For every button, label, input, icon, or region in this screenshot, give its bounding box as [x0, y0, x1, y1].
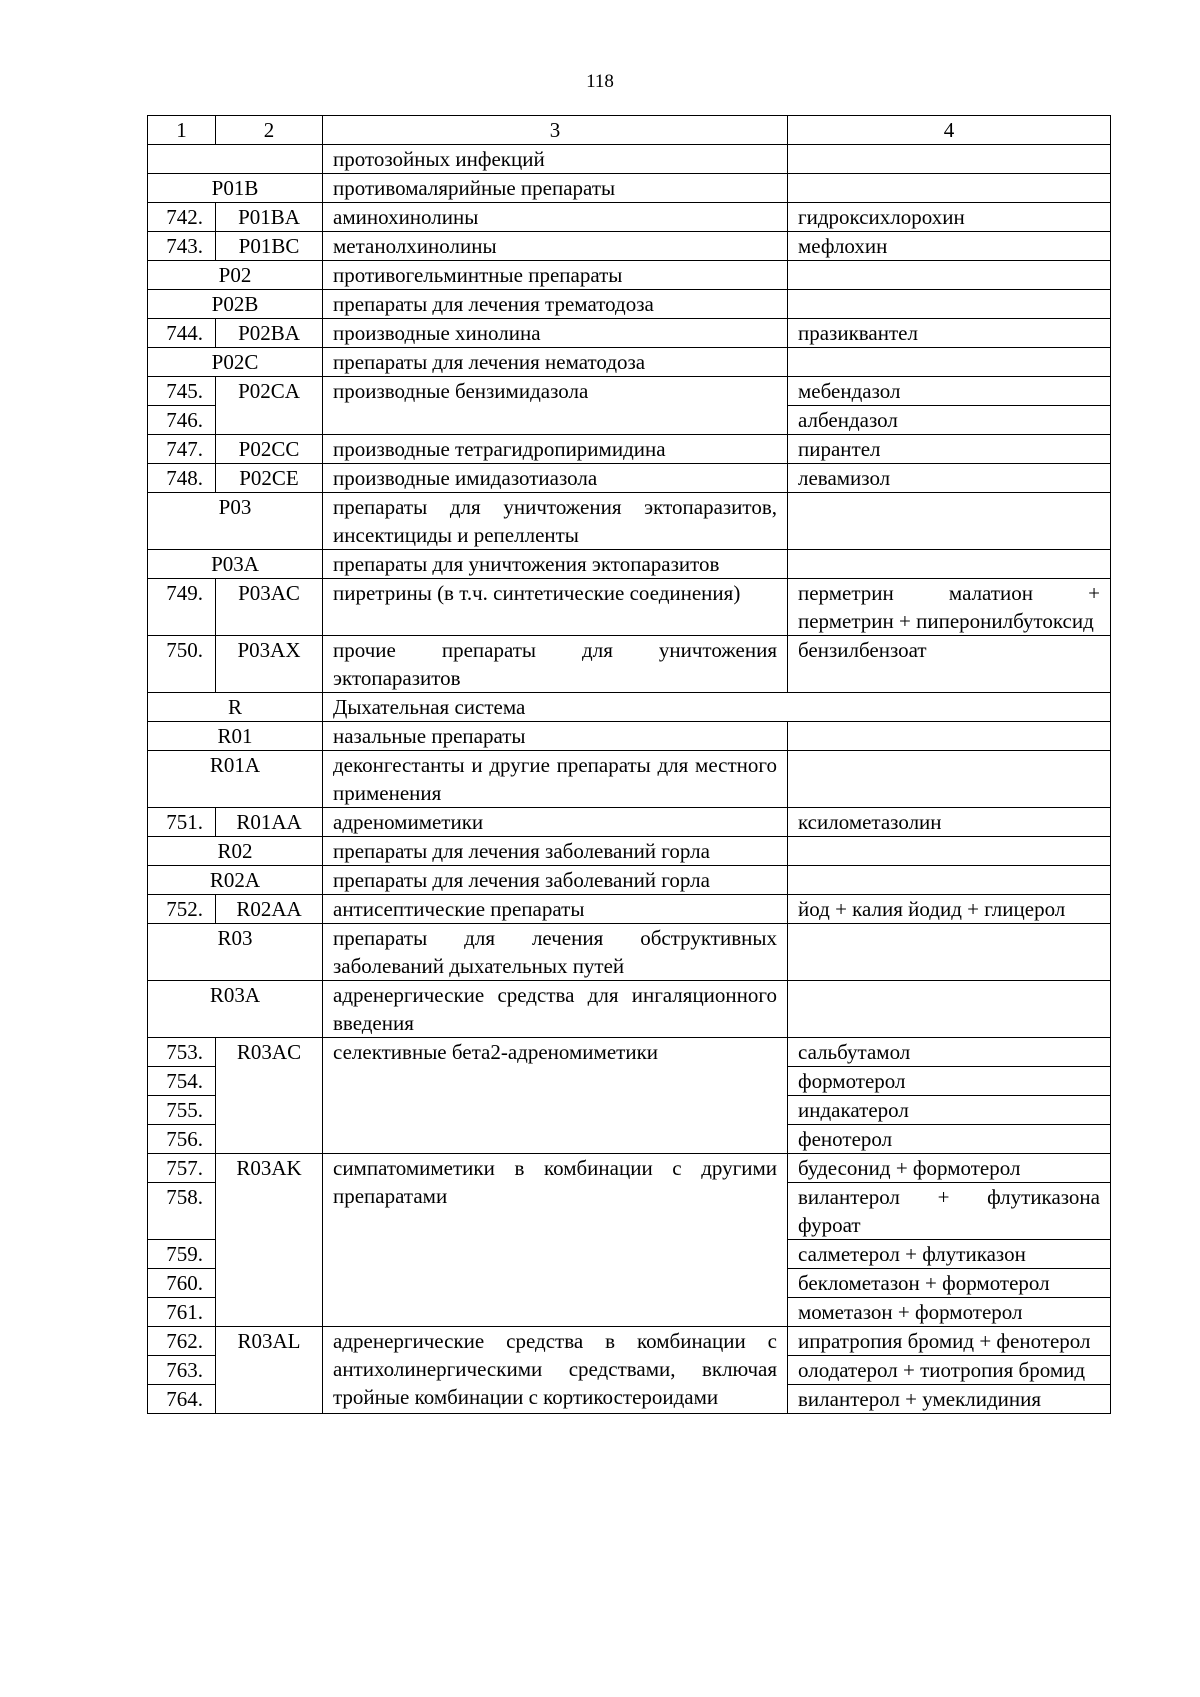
medicine-name: албендазол [788, 406, 1111, 435]
medicines-table [147, 115, 1111, 1414]
atc-code: P02BA [216, 319, 323, 348]
table-row [148, 895, 1111, 924]
group-medicine [788, 493, 1111, 550]
group-description: препараты для лечения трематодоза [323, 290, 788, 319]
row-number: 759. [148, 1240, 216, 1269]
atc-description: метанолхинолины [323, 232, 788, 261]
group-row [148, 348, 1111, 377]
atc-code: P02CC [216, 435, 323, 464]
atc-code: R03AC [216, 1038, 323, 1154]
group-row [148, 290, 1111, 319]
table-row [148, 232, 1111, 261]
row-number: 749. [148, 579, 216, 636]
group-row [148, 174, 1111, 203]
group-code: P02B [148, 290, 323, 319]
table-row [148, 464, 1111, 493]
atc-code: P01BA [216, 203, 323, 232]
group-description: препараты для уничтожения эктопаразитов [323, 550, 788, 579]
group-row [148, 261, 1111, 290]
group-row [148, 493, 1111, 550]
group-medicine [788, 145, 1111, 174]
table-row [148, 1154, 1111, 1183]
group-description: противомалярийные препараты [323, 174, 788, 203]
group-code: R01 [148, 722, 323, 751]
table-row [148, 636, 1111, 693]
medicine-name: формотерол [788, 1067, 1111, 1096]
atc-description: аминохинолины [323, 203, 788, 232]
row-number: 752. [148, 895, 216, 924]
group-code: R03 [148, 924, 323, 981]
row-number: 746. [148, 406, 216, 435]
medicine-name: вилантерол + умеклидиния [788, 1385, 1111, 1414]
group-description: деконгестанты и другие препараты для местного применения [323, 751, 788, 808]
table-row [148, 319, 1111, 348]
atc-description: производные бензимидазола [323, 377, 788, 435]
group-code: P01B [148, 174, 323, 203]
atc-description: адренергические средства в комбинации с антихолинергическими средствами, включая тройные комбинации с кортикостероидами [323, 1327, 788, 1414]
atc-description: производные хинолина [323, 319, 788, 348]
section-row [148, 693, 1111, 722]
medicine-name: мефлохин [788, 232, 1111, 261]
medicine-name: будесонид + формотерол [788, 1154, 1111, 1183]
row-number: 742. [148, 203, 216, 232]
row-number: 753. [148, 1038, 216, 1067]
atc-description: селективные бета2-адреномиметики [323, 1038, 788, 1154]
table-body [148, 116, 1111, 1414]
group-row [148, 837, 1111, 866]
group-code [148, 145, 323, 174]
group-description: препараты для лечения заболеваний горла [323, 837, 788, 866]
atc-code: R03AL [216, 1327, 323, 1414]
row-number: 761. [148, 1298, 216, 1327]
row-number: 744. [148, 319, 216, 348]
medicine-name: йод + калия йодид + глицерол [788, 895, 1111, 924]
header-col-1: 1 [148, 116, 216, 145]
row-number: 755. [148, 1096, 216, 1125]
atc-code: R01AA [216, 808, 323, 837]
row-number: 760. [148, 1269, 216, 1298]
table-row [148, 203, 1111, 232]
row-number: 745. [148, 377, 216, 406]
row-number: 748. [148, 464, 216, 493]
medicine-name: ипратропия бромид + фенотерол [788, 1327, 1111, 1356]
group-description: препараты для лечения нематодоза [323, 348, 788, 377]
group-row [148, 550, 1111, 579]
medicine-name: празиквантел [788, 319, 1111, 348]
group-code: P03A [148, 550, 323, 579]
table-row [148, 435, 1111, 464]
group-code: R03A [148, 981, 323, 1038]
row-number: 758. [148, 1183, 216, 1240]
atc-description: антисептические препараты [323, 895, 788, 924]
group-medicine [788, 924, 1111, 981]
group-row [148, 981, 1111, 1038]
table-row [148, 1327, 1111, 1356]
group-code: R01A [148, 751, 323, 808]
group-medicine [788, 261, 1111, 290]
group-code: P02 [148, 261, 323, 290]
header-col-4: 4 [788, 116, 1111, 145]
medicine-name: сальбутамол [788, 1038, 1111, 1067]
atc-code: P02CA [216, 377, 323, 435]
group-description: препараты для уничтожения эктопаразитов, инсектициды и репелленты [323, 493, 788, 550]
header-col-2: 2 [216, 116, 323, 145]
page-number: 118 [586, 71, 614, 92]
table-row [148, 579, 1111, 636]
group-code: P03 [148, 493, 323, 550]
atc-description: адреномиметики [323, 808, 788, 837]
group-row [148, 145, 1111, 174]
section-code: R [148, 693, 323, 722]
group-medicine [788, 981, 1111, 1038]
medicine-name: левамизол [788, 464, 1111, 493]
atc-description: производные тетрагидропиримидина [323, 435, 788, 464]
medicine-name: индакатерол [788, 1096, 1111, 1125]
row-number: 756. [148, 1125, 216, 1154]
group-row [148, 924, 1111, 981]
row-number: 750. [148, 636, 216, 693]
medicine-name: салметерол + флутиказон [788, 1240, 1111, 1269]
group-code: P02C [148, 348, 323, 377]
row-number: 757. [148, 1154, 216, 1183]
medicine-name: ксилометазолин [788, 808, 1111, 837]
group-description: адренергические средства для ингаляционного введения [323, 981, 788, 1038]
medicine-name: бензилбензоат [788, 636, 1111, 693]
medicine-name: мометазон + формотерол [788, 1298, 1111, 1327]
atc-description: прочие препараты для уничтожения эктопаразитов [323, 636, 788, 693]
group-medicine [788, 837, 1111, 866]
atc-description: производные имидазотиазола [323, 464, 788, 493]
medicine-name: олодатерол + тиотропия бромид [788, 1356, 1111, 1385]
group-medicine [788, 866, 1111, 895]
row-number: 747. [148, 435, 216, 464]
medicine-name: гидроксихлорохин [788, 203, 1111, 232]
row-number: 751. [148, 808, 216, 837]
atc-code: P02CE [216, 464, 323, 493]
group-description: препараты для лечения обструктивных заболеваний дыхательных путей [323, 924, 788, 981]
medicine-name: перметрин малатион + перметрин + пиперонилбутоксид [788, 579, 1111, 636]
table-row [148, 377, 1111, 406]
group-medicine [788, 174, 1111, 203]
atc-code: R03AK [216, 1154, 323, 1327]
atc-code: P01BC [216, 232, 323, 261]
group-description: препараты для лечения заболеваний горла [323, 866, 788, 895]
atc-code: P03AX [216, 636, 323, 693]
group-row [148, 866, 1111, 895]
group-medicine [788, 348, 1111, 377]
medicine-name: пирантел [788, 435, 1111, 464]
group-row [148, 722, 1111, 751]
medicine-name: мебендазол [788, 377, 1111, 406]
group-code: R02 [148, 837, 323, 866]
row-number: 764. [148, 1385, 216, 1414]
atc-description: симпатомиметики в комбинации с другими препаратами [323, 1154, 788, 1327]
atc-code: P03AC [216, 579, 323, 636]
header-row [148, 116, 1111, 145]
group-description: противогельминтные препараты [323, 261, 788, 290]
atc-description: пиретрины (в т.ч. синтетические соединения) [323, 579, 788, 636]
medicine-name: вилантерол + флутиказона фуроат [788, 1183, 1111, 1240]
row-number: 762. [148, 1327, 216, 1356]
medicine-name: беклометазон + формотерол [788, 1269, 1111, 1298]
table-row [148, 1038, 1111, 1067]
atc-code: R02AA [216, 895, 323, 924]
section-title: Дыхательная система [323, 693, 1111, 722]
header-col-3: 3 [323, 116, 788, 145]
group-medicine [788, 290, 1111, 319]
group-description: протозойных инфекций [323, 145, 788, 174]
medicine-name: фенотерол [788, 1125, 1111, 1154]
group-code: R02A [148, 866, 323, 895]
row-number: 763. [148, 1356, 216, 1385]
group-medicine [788, 722, 1111, 751]
row-number: 754. [148, 1067, 216, 1096]
table-row [148, 808, 1111, 837]
group-description: назальные препараты [323, 722, 788, 751]
group-row [148, 751, 1111, 808]
group-medicine [788, 550, 1111, 579]
group-medicine [788, 751, 1111, 808]
row-number: 743. [148, 232, 216, 261]
